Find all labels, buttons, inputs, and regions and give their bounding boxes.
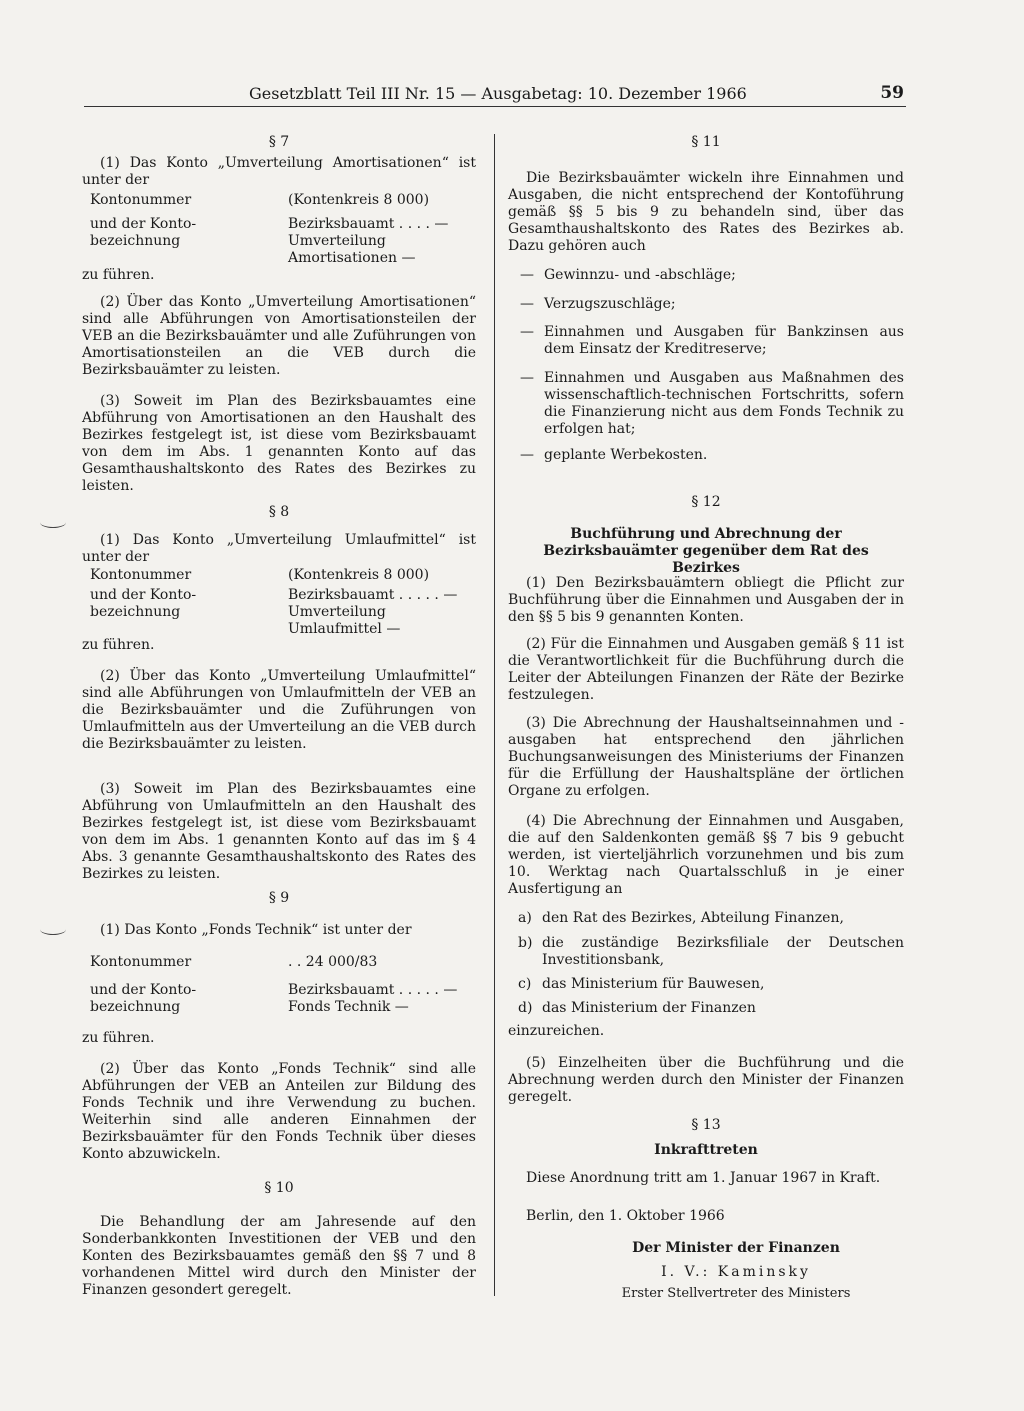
s12-para-2: (2) Für die Einnahmen und Ausgaben gemäß § 11 ist die Verantwortlichkeit für die Buchführung durch die Leiter der Abteilungen Finanzen der Räte der Bezirke festzulegen. (508, 636, 904, 703)
s7-para-3: (3) Soweit im Plan des Bezirksbauamtes eine Abführung von Amortisationen an den Haushalt des Bezirkes festgelegt ist, ist diese vom Bezirksbauamt von dem im Abs. 1 genannten Konto auf das Gesamthaushaltskonto des Rates des Bezirkes zu leisten. (82, 393, 476, 494)
s12-para-3: (3) Die Abrechnung der Haushaltseinnahmen und -ausgaben hat entsprechend den jährlichen Buchungsanweisungen des Ministeriums der Finanzen für die Erfüllung der Haushaltspläne der örtlichen Organe zu erfolgen. (508, 715, 904, 799)
s11-intro: Die Bezirksbauämter wickeln ihre Einnahmen und Ausgaben, die nicht entsprechend der Kontoführung gemäß §§ 5 bis 9 zu behandeln sind, über das Gesamthaushaltskonto des Rates des Bezirkes ab. Dazu gehören auch (508, 170, 904, 254)
header-title: Gesetzblatt Teil III Nr. 15 — Ausgabetag: 10. Dezember 1966 (249, 84, 747, 103)
s9-account-table (82, 954, 476, 1018)
s7-account-number-label: Kontonummer (90, 192, 192, 208)
section-11-heading: § 11 (691, 134, 721, 150)
s7-account-table (82, 192, 476, 267)
list-item-text: Einnahmen und Ausgaben für Bankzinsen aus dem Einsatz der Kreditreserve; (544, 324, 904, 357)
signer-role: Erster Stellvertreter des Ministers (621, 1286, 851, 1301)
place-date: Berlin, den 1. Oktober 1966 (526, 1208, 725, 1224)
section-13-title: Inkrafttreten (654, 1142, 758, 1158)
list-item-text: Einnahmen und Ausgaben aus Maßnahmen des wissenschaftlich-technischen Fortschritts, sofern die Finanzierung nicht aus dem Fonds Technik zu erfolgen hat; (544, 370, 904, 437)
dash-bullet: — (520, 370, 534, 386)
dash-bullet: — (520, 267, 534, 283)
s9-para-2: (2) Über das Konto „Fonds Technik“ sind alle Abführungen der VEB an Anteilen zur Bildung des Fonds Technik und ihre Verwendung zu buchen. Weiterhin sind alle anderen Einnahmen der Bezirksbauämter für den Fonds Technik über dieses Konto abzuwickeln. (82, 1061, 476, 1162)
s12-para-4-end: einzureichen. (508, 1023, 605, 1039)
enum-item (508, 976, 904, 996)
section-12-title: Buchführung und Abrechnung der Bezirksbauämter gegenüber dem Rat des Bezirkes (543, 526, 869, 576)
s8-account-table (82, 567, 476, 639)
s9-para-1: (1) Das Konto „Fonds Technik“ ist unter der (100, 922, 412, 938)
s12-para-5: (5) Einzelheiten über die Buchführung und die Abrechnung werden durch den Minister der Finanzen geregelt. (508, 1055, 904, 1105)
enum-label: b) (518, 935, 533, 951)
enum-item (508, 935, 904, 975)
s9-account-name-value: Bezirksbauamt . . . . . — Fonds Technik — (288, 982, 458, 1015)
dash-bullet: — (520, 324, 534, 340)
s8-account-number-label: Kontonummer (90, 567, 192, 583)
s8-account-name-value: Bezirksbauamt . . . . . — Umverteilung Umlaufmittel — (288, 587, 458, 637)
list-item-text: Gewinnzu- und -abschläge; (544, 267, 736, 283)
enum-label: d) (518, 1000, 533, 1016)
margin-mark (40, 924, 66, 935)
s8-account-number-value: (Kontenkreis 8 000) (288, 567, 430, 583)
enum-text: das Ministerium für Bauwesen, (542, 976, 765, 992)
enum-item (508, 1000, 904, 1020)
margin-mark (40, 517, 66, 528)
enum-item (508, 910, 904, 930)
s13-para-1: Diese Anordnung tritt am 1. Januar 1967 in Kraft. (526, 1170, 881, 1186)
s9-account-name-label: und der Konto-bezeichnung (90, 982, 197, 1015)
s8-para-2: (2) Über das Konto „Umverteilung Umlaufmittel“ sind alle Abführungen von Umlaufmitteln der VEB an die Bezirksbauämter und die Zuführungen von Umlaufmitteln aus der Umverteilung an die VEB durch die Bezirksbauämter zu leisten. (82, 668, 476, 752)
enum-label: c) (518, 976, 532, 992)
s7-para-1: (1) Das Konto „Umverteilung Amortisationen“ ist unter der (82, 155, 476, 188)
s8-account-name-label: und der Konto-bezeichnung (90, 587, 197, 620)
s9-account-number-label: Kontonummer (90, 954, 192, 970)
s9-para-1-end: zu führen. (82, 1030, 155, 1046)
column-divider (494, 134, 495, 1296)
list-item-text: Verzugszuschläge; (544, 296, 676, 312)
signer-name: I. V.: Kaminsky (661, 1264, 811, 1280)
s12-para-1: (1) Den Bezirksbauämtern obliegt die Pflicht zur Buchführung über die Einnahmen und Ausgaben der in den §§ 5 bis 9 genannten Konten. (508, 575, 904, 625)
s10-para-1: Die Behandlung der am Jahresende auf den Sonderbankkonten Investitionen der VEB und den Konten des Bezirksbauamtes gemäß den §§ 7 und 8 vorhandenen Mittel wird durch den Minister der Finanzen gesondert geregelt. (82, 1214, 476, 1298)
section-10-heading: § 10 (264, 1180, 294, 1196)
s8-para-1-end: zu führen. (82, 637, 155, 653)
page-number: 59 (880, 83, 904, 103)
enum-label: a) (518, 910, 532, 926)
s7-para-1-end: zu führen. (82, 267, 155, 283)
enum-text: den Rat des Bezirkes, Abteilung Finanzen, (542, 910, 844, 926)
list-item-text: geplante Werbekosten. (544, 447, 708, 463)
s7-account-name-label: und der Konto-bezeichnung (90, 216, 197, 249)
section-12-heading: § 12 (691, 494, 721, 510)
enum-text: das Ministerium der Finanzen (542, 1000, 756, 1016)
enum-text: die zuständige Bezirksfiliale der Deutschen Investitionsbank, (542, 935, 904, 968)
header-rule (84, 106, 906, 107)
s8-para-3: (3) Soweit im Plan des Bezirksbauamtes eine Abführung von Umlaufmitteln an den Haushalt des Bezirkes festgelegt ist, ist diese vom Bezirksbauamt von dem im Abs. 1 genannten Konto auf das im § 4 Abs. 3 genannte Gesamthaushaltskonto des Rates des Bezirkes zu leisten. (82, 781, 476, 882)
s8-para-1: (1) Das Konto „Umverteilung Umlaufmittel“ ist unter der (82, 532, 476, 565)
s7-account-number-value: (Kontenkreis 8 000) (288, 192, 430, 208)
s12-para-4: (4) Die Abrechnung der Einnahmen und Ausgaben, die auf den Saldenkonten gemäß §§ 7 bis 9 gebucht werden, ist vierteljährlich vorzunehmen und bis zum 10. Werktag nach Quartalsschluß in je einer Ausfertigung an (508, 813, 904, 897)
section-9-heading: § 9 (268, 890, 290, 906)
signer-org: Der Minister der Finanzen (632, 1240, 840, 1256)
section-7-heading: § 7 (268, 134, 290, 150)
dash-bullet: — (520, 296, 534, 312)
s9-account-number-value: . . 24 000/83 (288, 954, 378, 970)
dash-bullet: — (520, 447, 534, 463)
section-13-heading: § 13 (691, 1117, 721, 1133)
s7-para-2: (2) Über das Konto „Umverteilung Amortisationen“ sind alle Abführungen von Amortisationsteilen der VEB an die Bezirksbauämter und alle Zuführungen von Amortisationsteilen an die VEB durch die Bezirksbauämter zu leisten. (82, 294, 476, 378)
section-8-heading: § 8 (268, 504, 290, 520)
s7-account-name-value: Bezirksbauamt . . . . — Umverteilung Amortisationen — (288, 216, 449, 266)
